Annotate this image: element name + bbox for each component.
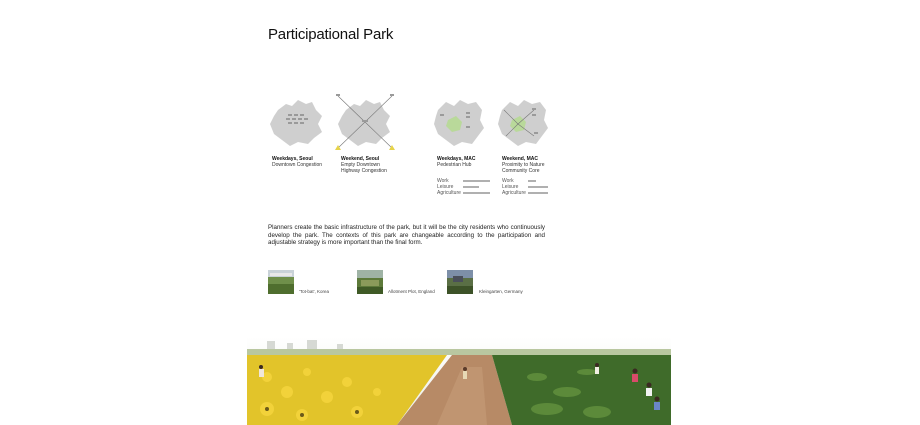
example-caption-3: Kleingarten, Germany bbox=[479, 289, 523, 294]
tot-bat-photo bbox=[268, 270, 294, 294]
diagram-caption-3: Weekdays, MAC Pedestrian Hub bbox=[437, 156, 476, 168]
description-paragraph: Planners create the basic infrastructure of the park, but it will be the city residents who continuously develop the park. The contexts of this park are changeable according to the participation and adjustable strategy is more important than the final form. bbox=[268, 224, 545, 247]
diagram-caption-2: Weekend, Seoul Empty Downtown Highway Congestion bbox=[341, 156, 387, 174]
legend-row: Agriculture bbox=[437, 190, 490, 196]
field-banner-image bbox=[247, 337, 671, 425]
legend-row: Leisure bbox=[437, 184, 490, 190]
diagram-caption-4: Weekend, MAC Proximity to Nature Community Core bbox=[502, 156, 545, 174]
mac-weekdays-map bbox=[430, 96, 486, 150]
legend-row: Leisure bbox=[502, 184, 548, 190]
legend-row: Agriculture bbox=[502, 190, 548, 196]
diagram-caption-1: Weekdays, Seoul Downtown Congestion bbox=[272, 156, 323, 168]
allotment-photo bbox=[357, 270, 383, 294]
example-caption-1: 'Tot-bat', Korea bbox=[299, 289, 329, 294]
legend-weekend-mac bbox=[502, 178, 548, 196]
kleingarten-photo bbox=[447, 270, 473, 294]
example-caption-2: Allotment Plot, England bbox=[388, 289, 435, 294]
seoul-weekdays-map bbox=[268, 94, 324, 150]
legend-row: Work bbox=[502, 178, 548, 184]
legend-weekdays-mac bbox=[437, 178, 490, 196]
page-title: Participational Park bbox=[268, 26, 394, 43]
seoul-weekend-map bbox=[332, 90, 398, 154]
mac-weekend-map bbox=[494, 96, 550, 150]
legend-row: Work bbox=[437, 178, 490, 184]
